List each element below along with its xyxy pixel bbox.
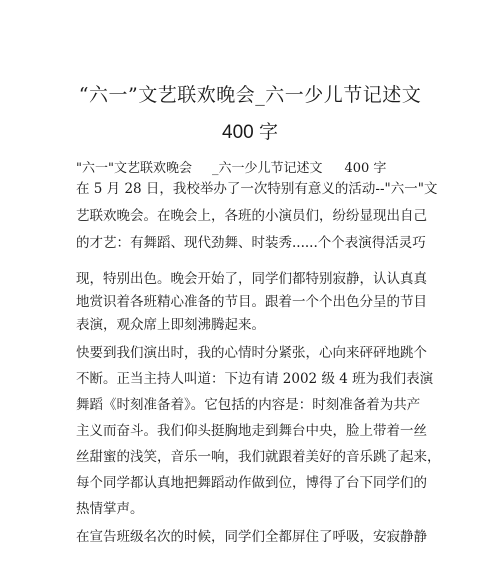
- body-line: 地赏识着各班精心准备的节目。跟着一个个出色分呈的节目: [76, 294, 427, 310]
- body-line: 丝甜蜜的浅笑，音乐一响，我们就跟着美好的音乐跳了起来，: [76, 449, 441, 465]
- body-line: 的才艺：有舞蹈、现代劲舞、时装秀......个个表演得活灵巧: [76, 235, 426, 251]
- subtitle-part-count: 400 字: [344, 161, 387, 176]
- body-line: 热情掌声。: [76, 501, 144, 517]
- document-title-word-count: 400 字: [222, 122, 278, 143]
- body-line: 快要到我们演出时，我的心情时分紧张，心向来砰砰地跳个: [76, 345, 427, 361]
- body-line: 在 5 月 28 日，我校举办了一次特别有意义的活动--"六一"文: [76, 181, 438, 197]
- subtitle-part-genre: _六一少儿节记述文: [211, 161, 323, 176]
- document-title: “六一”文艺联欢晚会_六一少儿节记述文: [78, 84, 422, 106]
- subtitle-part-event: "六一"文艺联欢晚会: [76, 161, 192, 176]
- body-line: 舞蹈《时刻准备着》。它包括的内容是：时刻准备着为共产: [76, 397, 421, 413]
- body-line: 艺联欢晚会。在晚会上，各班的小演员们，纷纷显现出自己: [76, 208, 427, 224]
- body-line: 主义而奋斗。我们仰头挺胸地走到舞台中央，脸上带着一丝: [76, 423, 427, 439]
- body-line: 现，特别出色。晚会开始了，同学们都特别寂静，认认真真: [76, 271, 427, 287]
- body-line: 在宣告班级名次的时候，同学们全都屏住了呼吸，安寂静静: [76, 529, 427, 545]
- body-line: 不断。正当主持人叫道：下边有请 2002 级 4 班为我们表演: [76, 371, 434, 387]
- body-line: 表演，观众席上即刻沸腾起来。: [76, 317, 265, 333]
- body-line: 每个同学都认真地把舞蹈动作做到位，博得了台下同学们的: [76, 475, 427, 491]
- document-subtitle: [76, 157, 386, 176]
